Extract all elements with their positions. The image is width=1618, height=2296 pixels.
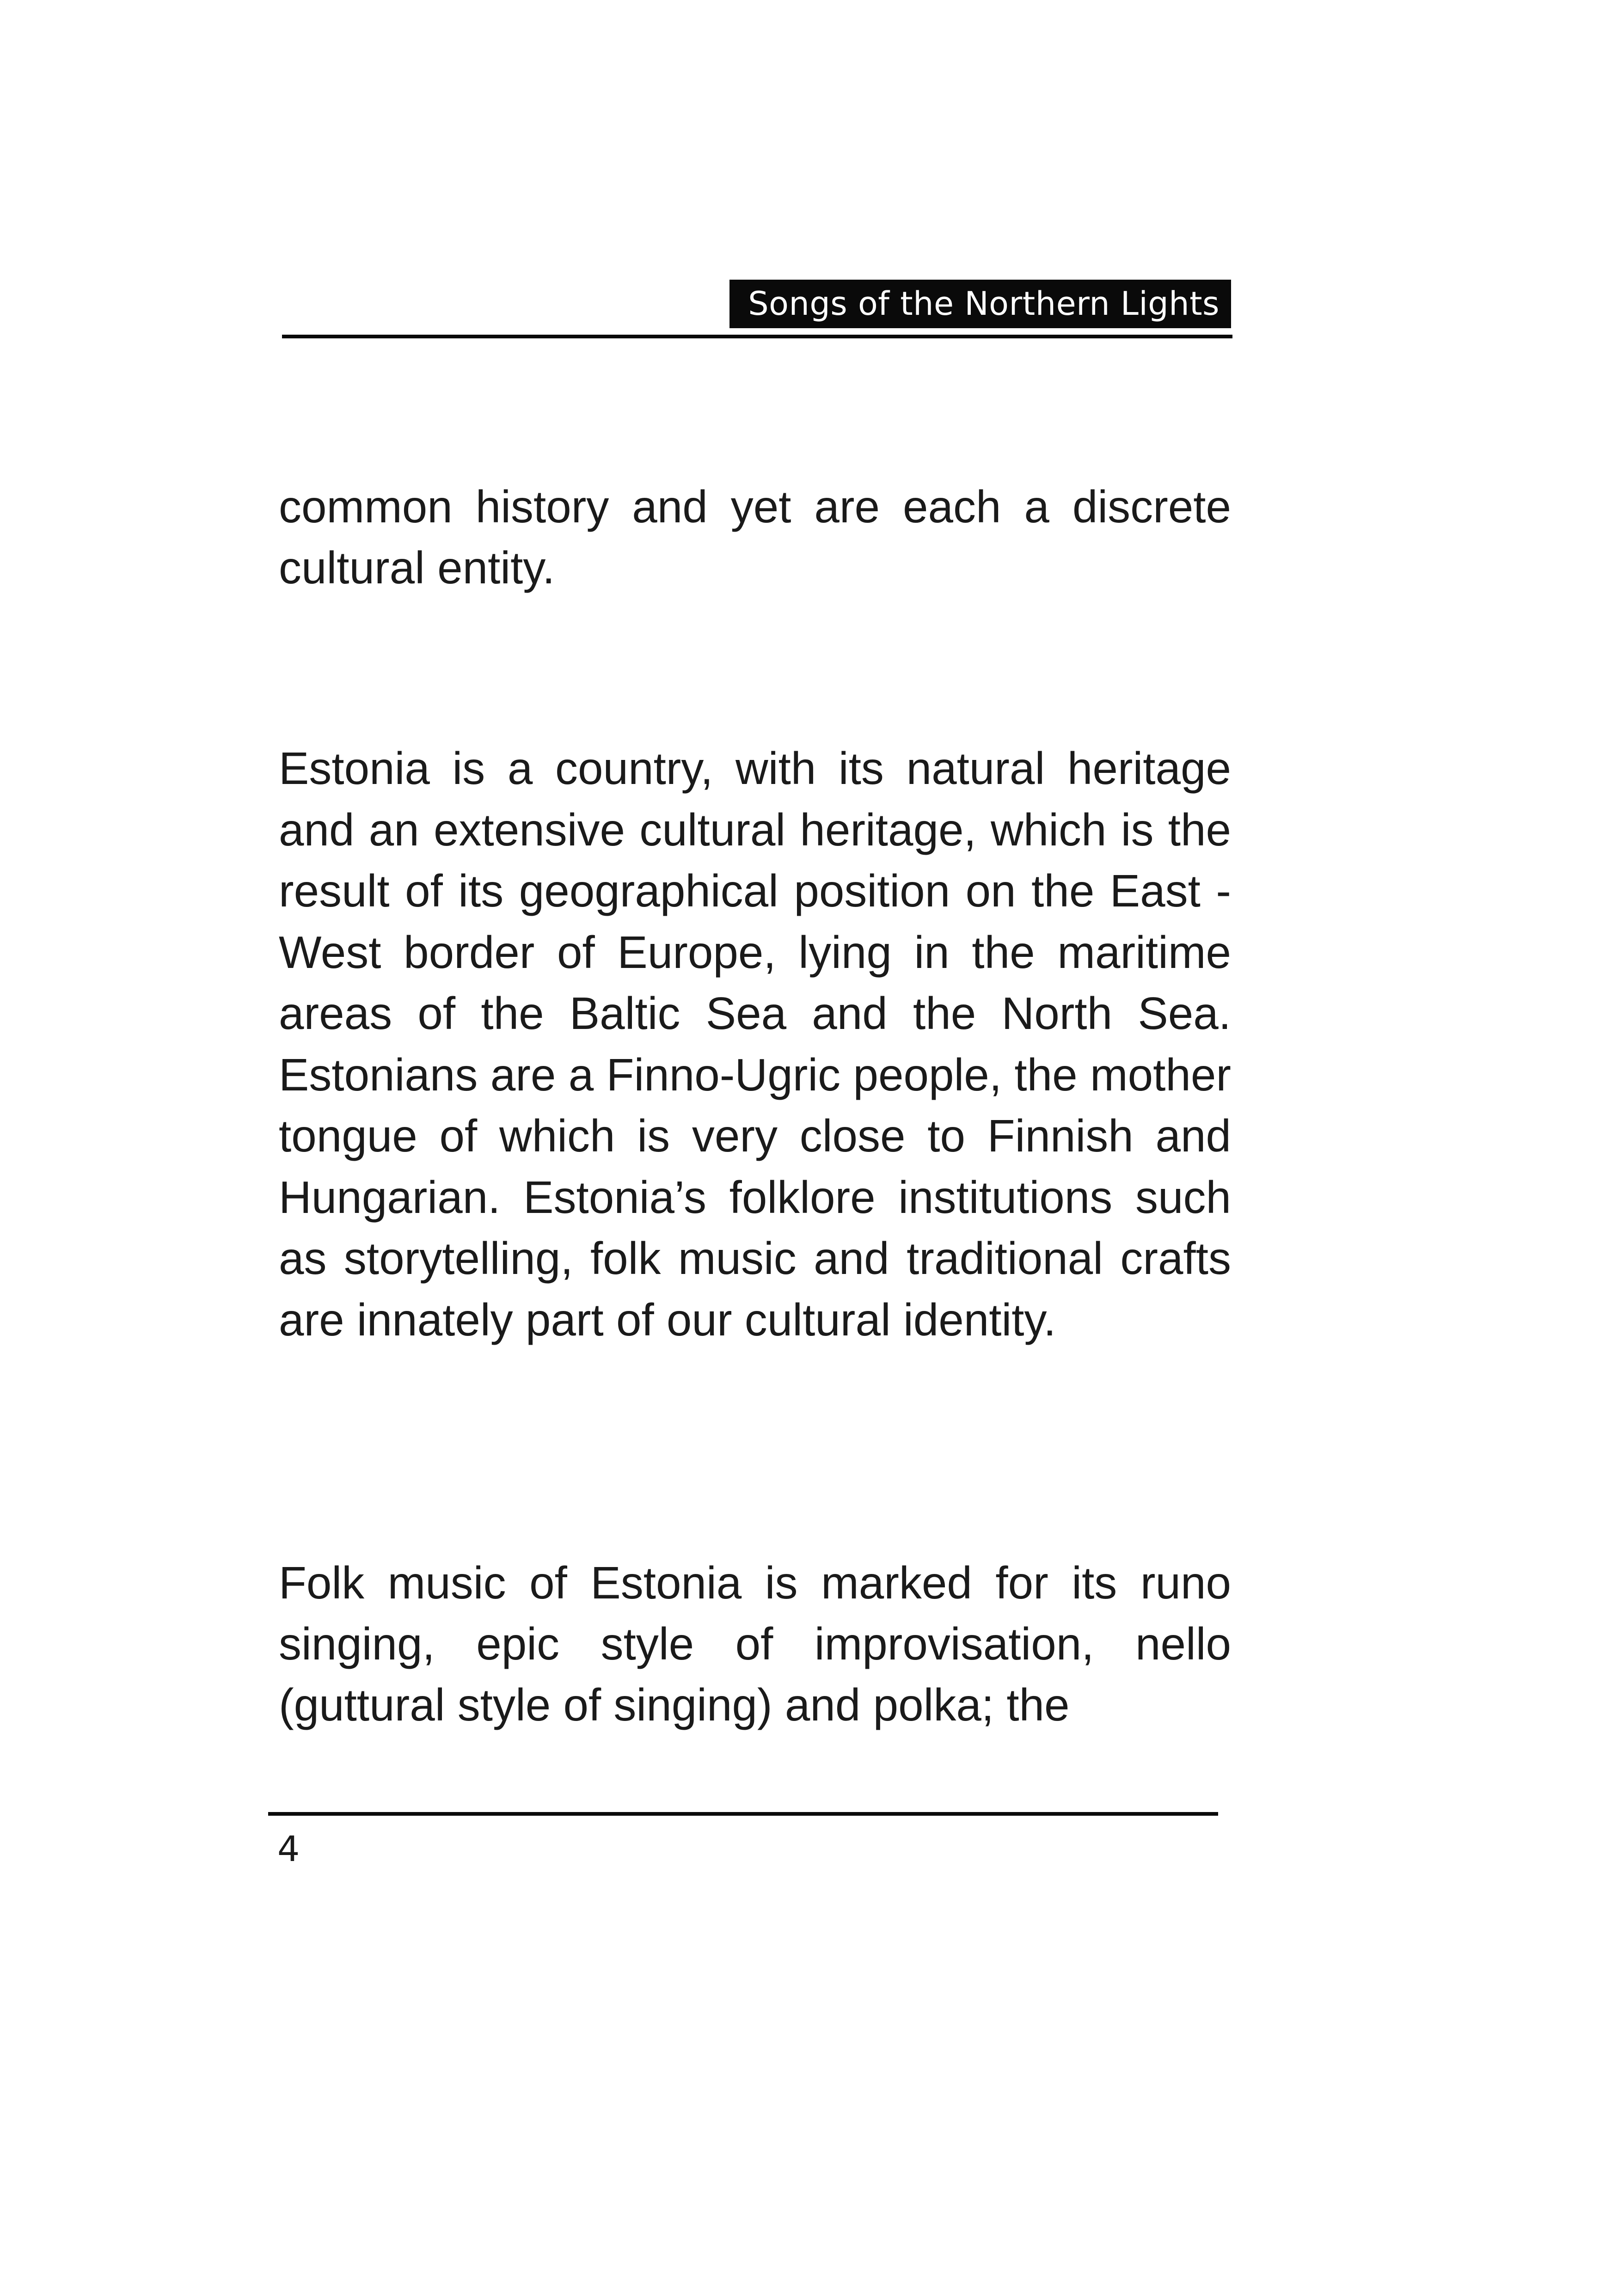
paragraph-3: Folk music of Estonia is marked for its runo singing, epic style of improvisation, nello (guttural style of singing) and polka; the bbox=[279, 1557, 1231, 1730]
footer-rule bbox=[268, 1812, 1218, 1816]
running-header-title: Songs of the Northern Lights bbox=[729, 280, 1231, 328]
page-number: 4 bbox=[277, 1828, 300, 1869]
paragraph-1: common history and yet are each a discrete cultural entity. bbox=[279, 481, 1231, 593]
header-rule bbox=[282, 335, 1232, 338]
paragraph-2: Estonia is a country, with its natural heritage and an extensive cultural heritage, which is the result of its geographical position on the East - West border of Europe, lying in the maritime areas of the Baltic Sea and the North Sea. Estonians are a Finno-Ugric people, the mother tongue of which is very close to Finnish and Hungarian. Estonia’s folklore institutions such as storytelling, folk music and traditional crafts are innately part of our cultural identity. bbox=[279, 743, 1231, 1345]
